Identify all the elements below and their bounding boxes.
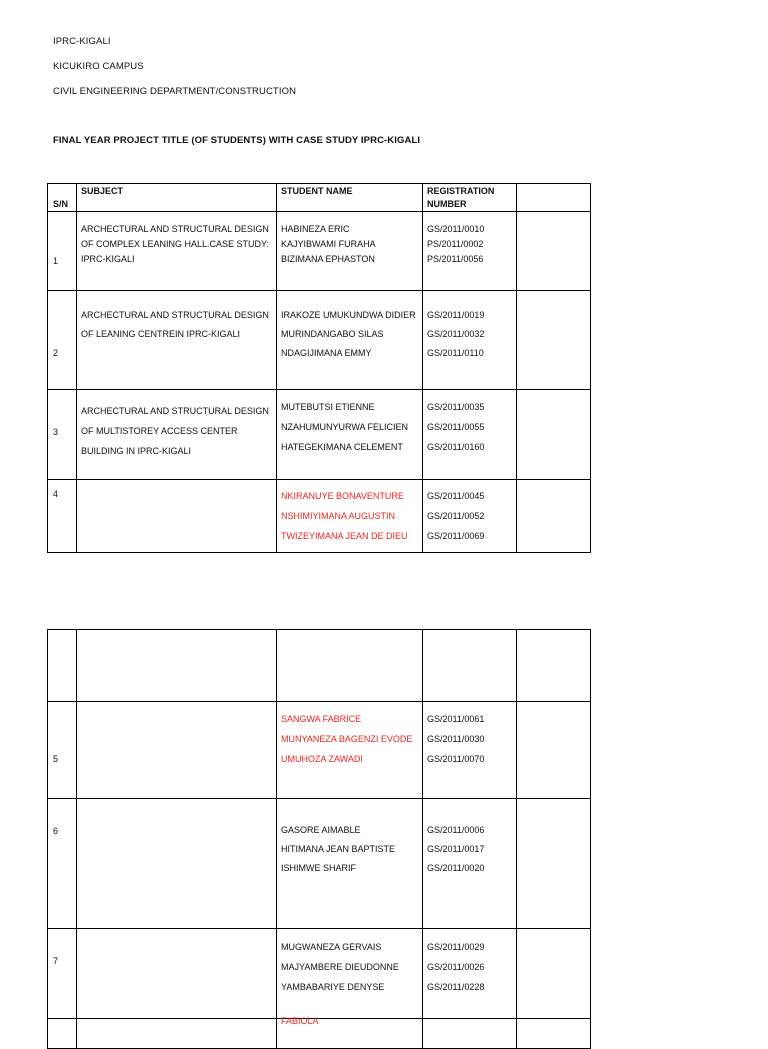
sn-cell xyxy=(48,799,77,929)
student-name: MUNYANEZA BAGENZI EVODE xyxy=(281,734,413,744)
student-name-cell xyxy=(277,929,423,1019)
student-name: HABINEZA ERIC xyxy=(281,224,350,234)
extra-cell xyxy=(517,799,591,929)
registration-number: GS/2011/0017 xyxy=(427,844,485,854)
registration-number: GS/2011/0061 xyxy=(427,714,485,724)
student-list xyxy=(281,1016,420,1027)
extra-cell xyxy=(517,630,591,702)
subject-lines xyxy=(81,406,274,457)
registration-number: PS/2011/0002 xyxy=(427,239,484,249)
student-name: MUGWANEZA GERVAIS xyxy=(281,942,382,952)
extra-cell xyxy=(517,1019,591,1049)
registration-number: GS/2011/0030 xyxy=(427,734,485,744)
row-sn: 6 xyxy=(53,826,59,836)
registration-cell xyxy=(423,390,517,480)
row-sn: 4 xyxy=(53,489,59,499)
table-row xyxy=(48,480,591,553)
registration-number: GS/2011/0006 xyxy=(427,825,485,835)
header-extra-cell xyxy=(517,184,591,212)
student-name: MAJYAMBERE DIEUDONNE xyxy=(281,962,399,972)
row-sn: 1 xyxy=(53,256,59,266)
registration-number: PS/2011/0056 xyxy=(427,254,484,264)
student-list xyxy=(281,310,420,359)
table-row xyxy=(48,212,591,291)
subject-lines xyxy=(81,310,274,340)
registration-number: GS/2011/0029 xyxy=(427,942,485,952)
document-title: FINAL YEAR PROJECT TITLE (OF STUDENTS) WITH CASE STUDY IPRC-KIGALI xyxy=(53,135,421,146)
student-name: SANGWA FABRICE xyxy=(281,714,362,724)
student-list xyxy=(281,825,420,874)
header-sn: S/N xyxy=(53,199,69,209)
subject-line: BUILDING IN IPRC-KIGALI xyxy=(81,446,192,456)
registration-number: GS/2011/0019 xyxy=(427,310,485,320)
subject-line: OF LEANING CENTREIN IPRC-KIGALI xyxy=(81,329,241,339)
subject-cell xyxy=(77,799,277,929)
registration-cell xyxy=(423,702,517,799)
header-subject-cell xyxy=(77,184,277,212)
subject-cell xyxy=(77,480,277,553)
student-name: KAJYIBWAMI FURAHA xyxy=(281,239,376,249)
project-table-2 xyxy=(47,629,591,1049)
registration-number: GS/2011/0032 xyxy=(427,329,485,339)
row-sn: 5 xyxy=(53,754,59,764)
student-name: IRAKOZE UMUKUNDWA DIDIER xyxy=(281,310,416,320)
registration-number: GS/2011/0052 xyxy=(427,511,485,521)
registration-cell xyxy=(423,1019,517,1049)
registration-number: GS/2011/0055 xyxy=(427,422,485,432)
extra-cell xyxy=(517,929,591,1019)
header-subject: SUBJECT xyxy=(81,186,124,196)
registration-list xyxy=(427,402,514,453)
registration-cell xyxy=(423,212,517,291)
header-registration-line2: NUMBER xyxy=(427,199,467,209)
registration-number: GS/2011/0228 xyxy=(427,982,485,992)
registration-cell xyxy=(423,929,517,1019)
student-name: ISHIMWE SHARIF xyxy=(281,863,357,873)
student-name: NZAHUMUNYURWA FELICIEN xyxy=(281,422,409,432)
sn-cell xyxy=(48,1019,77,1049)
sn-cell xyxy=(48,291,77,390)
subject-line: IPRC-KIGALI xyxy=(81,254,135,264)
sn-cell xyxy=(48,630,77,702)
subject-line: OF MULTISTOREY ACCESS CENTER xyxy=(81,426,238,436)
student-list xyxy=(281,491,420,542)
header-sn-cell xyxy=(48,184,77,212)
table-row xyxy=(48,799,591,929)
extra-cell xyxy=(517,212,591,291)
student-name: HATEGEKIMANA CELEMENT xyxy=(281,442,403,452)
registration-list xyxy=(427,942,514,993)
student-name-cell xyxy=(277,390,423,480)
sn-cell xyxy=(48,212,77,291)
campus-name: KICUKIRO CAMPUS xyxy=(53,61,144,72)
student-name: NDAGIJIMANA EMMY xyxy=(281,348,372,358)
student-name: FABIOLA xyxy=(281,1016,319,1026)
subject-line: ARCHECTURAL AND STRUCTURAL DESIGN xyxy=(81,406,269,416)
registration-number: GS/2011/0010 xyxy=(427,224,485,234)
table-row-empty xyxy=(48,630,591,702)
sn-cell xyxy=(48,929,77,1019)
student-list xyxy=(281,942,420,993)
student-name: NKIRANUYE BONAVENTURE xyxy=(281,491,404,501)
registration-cell xyxy=(423,799,517,929)
registration-number: GS/2011/0069 xyxy=(427,531,485,541)
header-student-name-cell xyxy=(277,184,423,212)
subject-cell xyxy=(77,929,277,1019)
subject-lines xyxy=(81,224,274,265)
subject-cell xyxy=(77,630,277,702)
student-name: UMUHOZA ZAWADI xyxy=(281,754,363,764)
sn-cell xyxy=(48,390,77,480)
student-name-cell xyxy=(277,212,423,291)
table-row xyxy=(48,291,591,390)
registration-number: GS/2011/0035 xyxy=(427,402,485,412)
student-name: HITIMANA JEAN BAPTISTE xyxy=(281,844,396,854)
extra-cell xyxy=(517,390,591,480)
student-name-cell xyxy=(277,702,423,799)
header-registration-line1: REGISTRATION xyxy=(427,186,495,196)
registration-number: GS/2011/0026 xyxy=(427,962,485,972)
student-name-cell xyxy=(277,630,423,702)
registration-list xyxy=(427,224,514,265)
institution-name: IPRC-KIGALI xyxy=(53,36,111,47)
student-name-cell xyxy=(277,480,423,553)
subject-cell xyxy=(77,212,277,291)
registration-list xyxy=(427,310,514,359)
student-list xyxy=(281,714,420,765)
registration-cell xyxy=(423,480,517,553)
registration-number: GS/2011/0045 xyxy=(427,491,485,501)
student-name-cell xyxy=(277,1016,423,1049)
subject-cell xyxy=(77,291,277,390)
table-row xyxy=(48,1019,591,1049)
table-row xyxy=(48,702,591,799)
registration-list xyxy=(427,491,514,542)
sn-cell xyxy=(48,702,77,799)
registration-number: GS/2011/0110 xyxy=(427,348,484,358)
subject-cell xyxy=(77,390,277,480)
subject-cell xyxy=(77,702,277,799)
student-name: BIZIMANA EPHASTON xyxy=(281,254,375,264)
table-row xyxy=(48,390,591,480)
student-name: YAMBABARIYE DENYSE xyxy=(281,982,385,992)
extra-cell xyxy=(517,291,591,390)
header-registration xyxy=(427,185,494,211)
department-name: CIVIL ENGINEERING DEPARTMENT/CONSTRUCTION xyxy=(53,86,297,97)
registration-number: GS/2011/0160 xyxy=(427,442,485,452)
registration-list xyxy=(427,714,514,765)
project-table-1 xyxy=(47,183,591,553)
sn-cell xyxy=(48,480,77,553)
row-sn: 3 xyxy=(53,427,59,437)
extra-cell xyxy=(517,480,591,553)
subject-line: OF COMPLEX LEANING HALL.CASE STUDY: xyxy=(81,239,270,249)
registration-number: GS/2011/0020 xyxy=(427,863,485,873)
header-student-name: STUDENT NAME xyxy=(281,186,353,196)
student-name: GASORE AIMABLE xyxy=(281,825,361,835)
subject-cell xyxy=(77,1019,277,1049)
registration-list xyxy=(427,825,514,874)
extra-cell xyxy=(517,702,591,799)
student-name: MUTEBUTSI ETIENNE xyxy=(281,402,375,412)
table-row xyxy=(48,929,591,1019)
student-name-cell xyxy=(277,291,423,390)
student-name: MURINDANGABO SILAS xyxy=(281,329,384,339)
student-name: TWIZEYIMANA JEAN DE DIEU xyxy=(281,531,408,541)
table-header-row xyxy=(48,184,591,212)
row-sn: 7 xyxy=(53,956,59,966)
student-list xyxy=(281,224,420,265)
subject-line: ARCHECTURAL AND STRUCTURAL DESIGN xyxy=(81,224,269,234)
registration-number: GS/2011/0070 xyxy=(427,754,485,764)
subject-line: ARCHECTURAL AND STRUCTURAL DESIGN xyxy=(81,310,269,320)
header-registration-cell xyxy=(423,184,517,212)
registration-cell xyxy=(423,291,517,390)
registration-cell xyxy=(423,630,517,702)
row-sn: 2 xyxy=(53,348,59,358)
student-name-cell xyxy=(277,799,423,929)
student-list xyxy=(281,402,420,453)
student-name: NSHIMIYIMANA AUGUSTIN xyxy=(281,511,396,521)
